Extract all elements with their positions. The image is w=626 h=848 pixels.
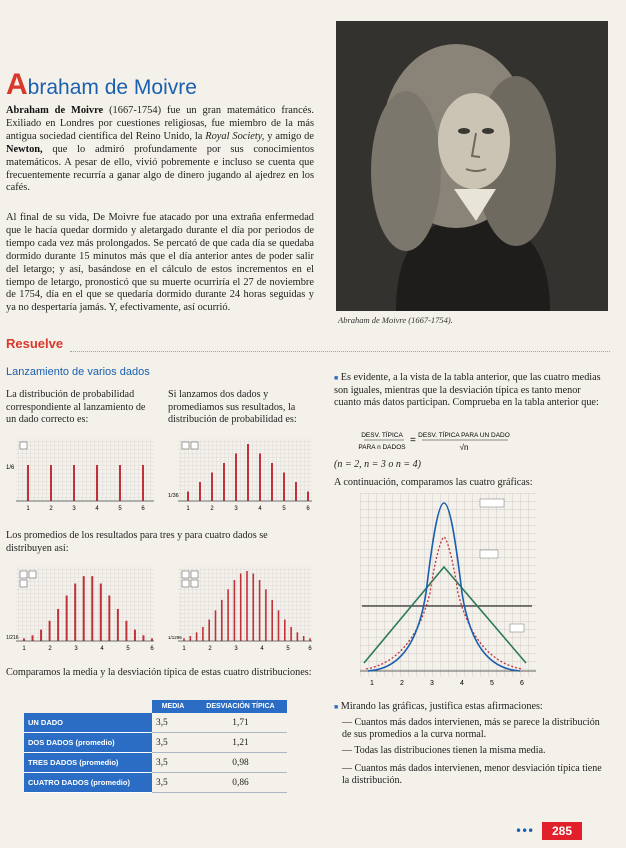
- curves-chart: [360, 493, 542, 695]
- row-label: UN DADO: [24, 713, 152, 733]
- table-header-row: [24, 700, 287, 713]
- cell-desv: 1,71: [194, 713, 287, 733]
- tick-label: 1: [22, 646, 26, 652]
- tick-label: 4: [100, 646, 104, 652]
- formula-num-right: DESV. TÍPICA PARA UN DADO: [418, 432, 510, 439]
- tick-label: 3: [430, 680, 434, 687]
- tick-label: 1: [186, 506, 190, 512]
- tick-label: 5: [490, 680, 494, 687]
- tick-label: 4: [95, 506, 99, 512]
- evident-text: ■ Es evidente, a la vista de la tabla anterior, que las cuatro medias son iguales, mientras que la desviación típica es tanto menor cuanto más datos participan. Comprueba en la tabla anterior que:: [334, 372, 601, 408]
- formula: [358, 428, 594, 456]
- die-icon: [182, 571, 189, 578]
- cell-desv: 1,21: [194, 733, 287, 753]
- tick-label: 3: [234, 646, 238, 652]
- die-icon: [480, 550, 498, 558]
- tick-label: 4: [258, 506, 262, 512]
- bio-paragraph-2: Al final de su vida, De Moivre fue atacado por una extraña enfermedad que le hacía quedar dormido y aletargado durante el día por periodos de tiempo cada vez más prolongados. Se percató de que cada día se quedaba dormido durante 15 minutos más que el día anterior antes de poder salir del letargo; y así, basándose en el cálculo de estos incrementos en el tiempo de letargo, pronosticó que su muerte ocurriría el 27 de noviembre de 1754, día en el que se quedaría dormido durante 24 horas seguidas y ya no despertaría jamás. Y, efectivamente, así ocurrió.: [6, 212, 314, 314]
- tick-label: 2: [49, 506, 53, 512]
- histogram-two-frac: 1/36: [168, 493, 179, 499]
- header-media: MEDIA: [152, 700, 194, 713]
- claim-2: — Todas las distribuciones tienen la misma media.: [342, 745, 546, 756]
- one-die-text: La distribución de probabilidad correspondiente al lanzamiento de un dado correcto es:: [6, 389, 146, 425]
- tick-label: 3: [72, 506, 76, 512]
- die-icon: [20, 580, 27, 587]
- tick-label: 2: [400, 680, 404, 687]
- tick-label: 1: [370, 680, 374, 687]
- histogram-four-frac: 1/1296: [168, 635, 182, 640]
- histogram-three-frac: 1/216: [6, 635, 19, 641]
- table-row: [24, 753, 287, 773]
- row-label: TRES DADOS (promedio): [24, 753, 152, 773]
- header-desv: DESVIACIÓN TÍPICA: [194, 700, 287, 713]
- die-icon: [480, 499, 504, 507]
- cell-desv: 0,98: [194, 753, 287, 773]
- bio-paragraph-1: Abraham de Moivre (1667-1754) fue un gran matemático francés. Exiliado en Londres por cuestiones religiosas, fue miembro de la más antigua sociedad científica del Reino Unido, la Royal Society, y amigo de Newton, que lo admiró profundamente por sus conocimientos matemáticos. A pesar de ello, vivió pobremente e incluso se cuenta que frecuentemente recurría a ganar algo de dinero jugando al ajedrez en los cafés.: [6, 105, 314, 194]
- die-icon: [191, 580, 198, 587]
- formula-num-left: DESV. TÍPICA: [361, 432, 403, 439]
- compare-graphs-text: A continuación, comparamos las cuatro gráficas:: [334, 477, 533, 488]
- tick-label: 5: [282, 506, 286, 512]
- histogram-four-dice: [168, 565, 316, 655]
- tick-label: 2: [208, 646, 212, 652]
- conditions: (n = 2, n = 3 o n = 4): [334, 459, 421, 470]
- row-label: DOS DADOS (promedio): [24, 733, 152, 753]
- subheading: Lanzamiento de varios dados: [6, 366, 150, 378]
- die-icon: [182, 442, 189, 449]
- bullet-icon: ■: [334, 374, 339, 382]
- tick-label: 6: [520, 680, 524, 687]
- cell-media: 3,5: [152, 733, 194, 753]
- die-icon: [191, 442, 198, 449]
- histogram-one-die-frac: 1/6: [6, 465, 15, 471]
- tick-label: 6: [141, 506, 145, 512]
- tick-label: 3: [74, 646, 78, 652]
- cell-media: 3,5: [152, 773, 194, 793]
- tick-label: 3: [234, 506, 238, 512]
- cell-desv: 0,86: [194, 773, 287, 793]
- tick-label: 5: [126, 646, 130, 652]
- table-row: [24, 713, 287, 733]
- section-label: Resuelve: [6, 336, 64, 351]
- tick-label: 2: [48, 646, 52, 652]
- formula-den-left: PARA n DADOS: [358, 444, 406, 451]
- tick-label: 4: [460, 680, 464, 687]
- tick-label: 2: [210, 506, 214, 512]
- page-title: Abraham de Moivre: [6, 68, 197, 101]
- tick-label: 6: [150, 646, 154, 652]
- two-dice-text: Si lanzamos dos dados y promediamos sus resultados, la distribución de probabilidad es:: [168, 389, 297, 425]
- table-row: [24, 773, 287, 793]
- cell-media: 3,5: [152, 753, 194, 773]
- die-icon: [182, 580, 189, 587]
- bullet-icon: ■: [334, 703, 339, 711]
- page-number: 285: [542, 822, 582, 840]
- compare-text: Comparamos la media y la desviación típica de estas cuatro distribuciones:: [6, 667, 312, 678]
- die-icon: [20, 571, 27, 578]
- tick-label: 1: [26, 506, 30, 512]
- tick-label: 6: [306, 506, 310, 512]
- row-label: CUATRO DADOS (promedio): [24, 773, 152, 793]
- histogram-two-dice: [168, 437, 316, 515]
- die-icon: [29, 571, 36, 578]
- section-divider: [70, 351, 610, 353]
- stats-table: [24, 700, 287, 793]
- tick-label: 5: [286, 646, 290, 652]
- tick-label: 4: [260, 646, 264, 652]
- histogram-three-dice: [6, 565, 158, 655]
- die-icon: [510, 624, 524, 632]
- tick-label: 1: [182, 646, 186, 652]
- table-row: [24, 733, 287, 753]
- claim-1: — Cuantos más dados intervienen, más se parece la distribución de sus promedios a la curva normal.: [342, 717, 600, 741]
- portrait-caption: Abraham de Moivre (1667-1754).: [338, 315, 453, 325]
- page-dots-decoration: •••: [515, 824, 534, 838]
- formula-den-right: √n: [459, 443, 469, 452]
- tick-label: 6: [308, 646, 312, 652]
- formula-eq: =: [410, 435, 416, 446]
- averages-text: Los promedios de los resultados para tres y para cuatro dados se distribuyen así:: [6, 530, 268, 554]
- claim-3: — Cuantos más dados intervienen, menor desviación típica tiene la distribución.: [342, 763, 602, 787]
- justify-text: ■ Mirando las gráficas, justifica estas afirmaciones:: [334, 701, 543, 712]
- histogram-one-die: [6, 437, 158, 515]
- die-icon: [191, 571, 198, 578]
- die-icon: [20, 442, 27, 449]
- portrait-image: [336, 21, 608, 311]
- tick-label: 5: [118, 506, 122, 512]
- cell-media: 3,5: [152, 713, 194, 733]
